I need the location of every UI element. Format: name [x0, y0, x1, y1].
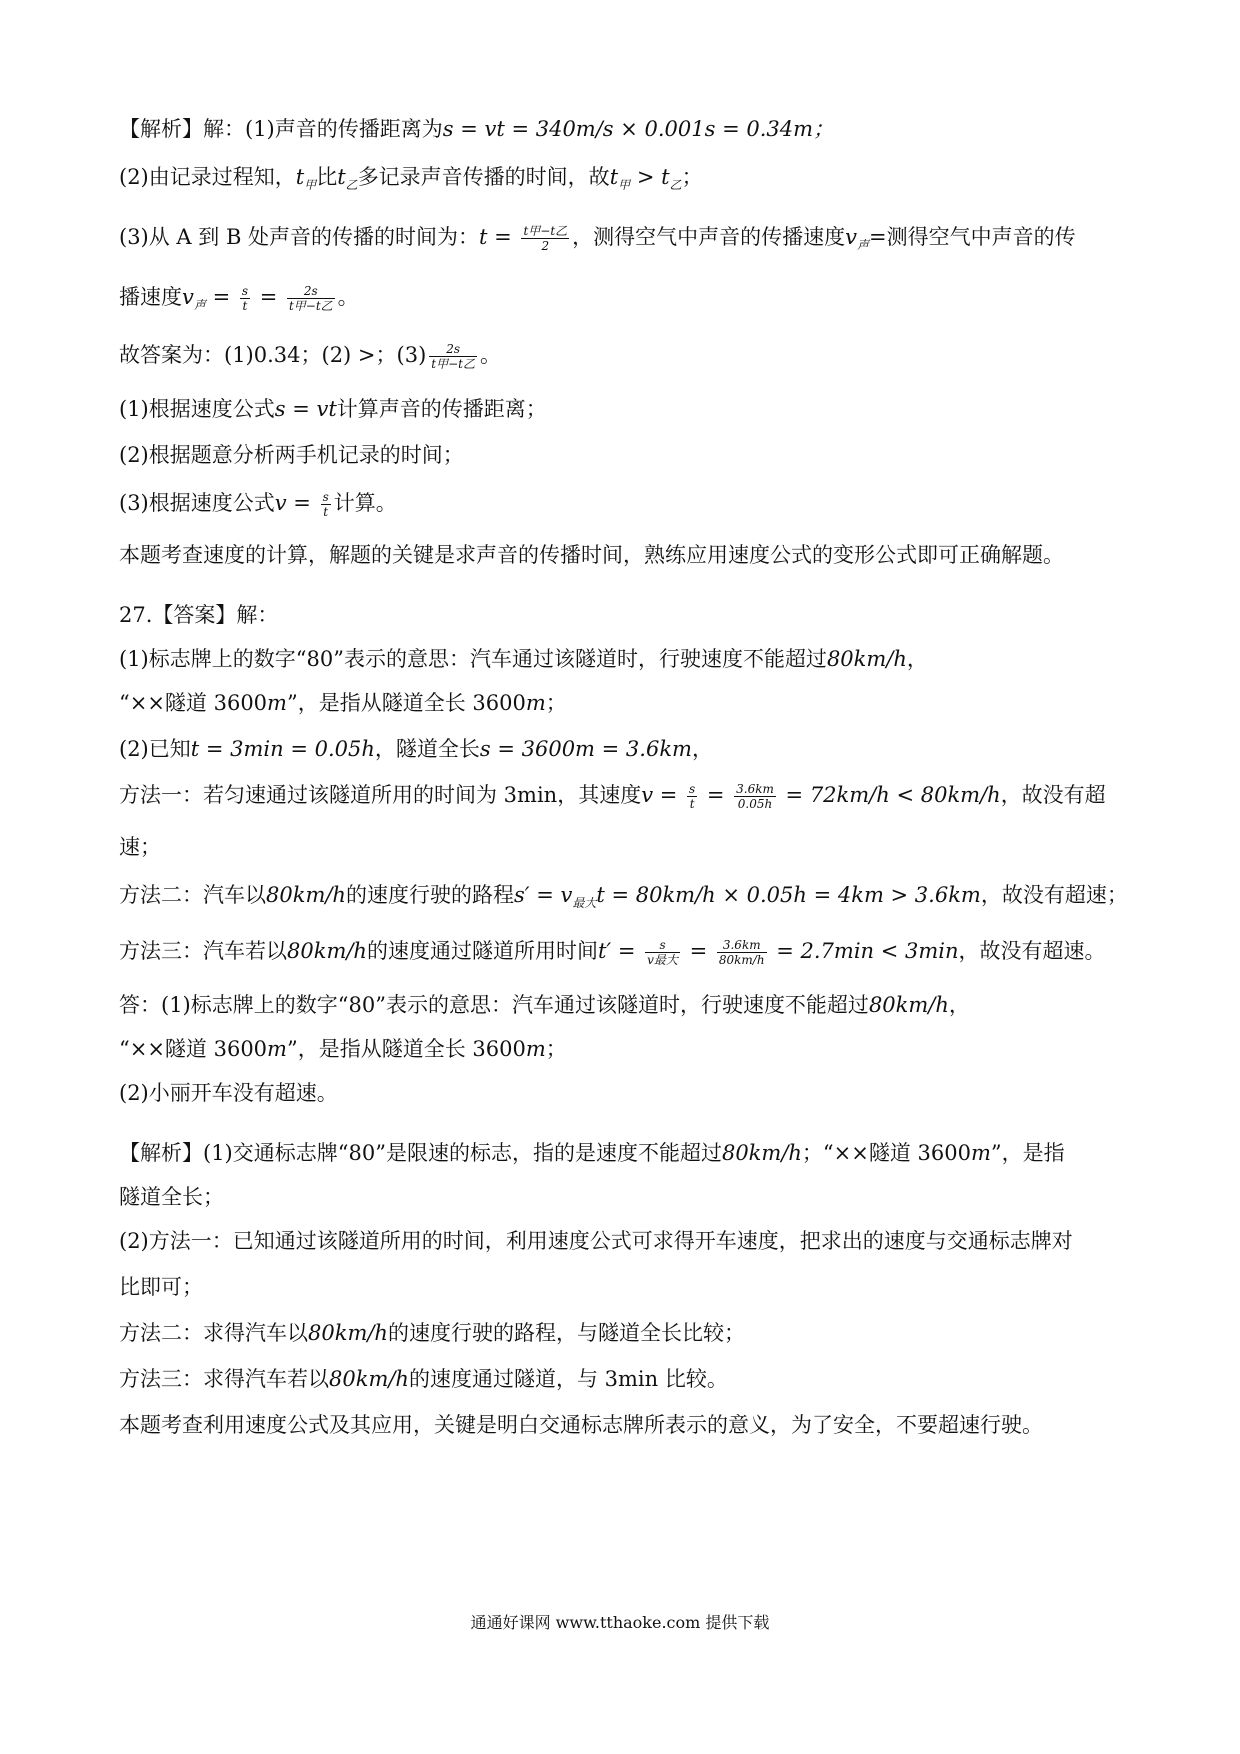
- text: 方法二：求得汽车以: [119, 1321, 308, 1345]
- summary-line: [119, 540, 1180, 570]
- denominator: 80km/h: [718, 953, 765, 967]
- q27-analysis-1: [119, 1138, 1180, 1168]
- formula: s = vt: [274, 397, 337, 421]
- text: 【解析】(1)交通标志牌“80”是限速的标志，指的是速度不能超过: [119, 1141, 722, 1165]
- var: m: [525, 691, 546, 715]
- text: ，: [948, 993, 970, 1017]
- text: 本题考查速度的计算，解题的关键是求声音的传播时间，熟练应用速度公式的变形公式即可正确解题。: [119, 543, 1064, 567]
- method-line-2: [119, 440, 1180, 470]
- text: 的速度通过隧道所用时间: [366, 939, 598, 963]
- numerator: t甲−t乙: [523, 224, 568, 238]
- analysis-line-3: [119, 222, 1180, 260]
- text: 的速度行驶的路程: [345, 883, 514, 907]
- numerator: s: [645, 938, 680, 953]
- var: m: [267, 1037, 287, 1061]
- formula: 80km/h: [287, 939, 367, 963]
- q27-answer-2: [119, 1034, 1180, 1064]
- denominator: t甲−t乙: [431, 357, 475, 371]
- text: (1)根据速度公式: [119, 397, 275, 421]
- var: t: [609, 165, 619, 189]
- text: 速；: [119, 835, 161, 859]
- text: “××隧道 3600: [119, 1037, 268, 1061]
- denominator: t甲−t乙: [288, 299, 333, 313]
- formula: t =: [479, 225, 519, 249]
- sub: 甲: [304, 178, 317, 192]
- op: >: [630, 165, 662, 189]
- formula: s = 3600m = 3.6km: [479, 737, 692, 761]
- q27-answer-1: [119, 990, 1180, 1020]
- text: (1)标志牌上的数字“80”表示的意思：汽车通过该隧道时，行驶速度不能超过: [119, 647, 827, 671]
- text: ，故没有超速。: [958, 939, 1106, 963]
- var: v: [182, 285, 194, 309]
- op: =: [253, 285, 284, 309]
- text: 比: [316, 165, 338, 189]
- text: (2)根据题意分析两手机记录的时间；: [119, 443, 464, 467]
- q27-analysis-2: [119, 1226, 1180, 1256]
- formula: 80km/h: [721, 1141, 802, 1165]
- text: ，故没有超速；: [980, 883, 1128, 907]
- text: ，: [906, 647, 928, 671]
- q27-method-3: [119, 936, 1180, 967]
- var: t: [295, 165, 305, 189]
- var: v: [647, 953, 654, 967]
- formula: t′ =: [597, 939, 643, 963]
- var: t: [337, 165, 346, 189]
- text: 的速度行驶的路程，与隧道全长比较；: [387, 1321, 745, 1345]
- q27-line-2: [119, 688, 1180, 718]
- text: ；: [681, 165, 703, 189]
- op: =: [700, 783, 732, 807]
- q27-analysis-2-cont: [119, 1272, 1180, 1302]
- var: t: [661, 165, 670, 189]
- text: 。: [337, 285, 359, 309]
- text: =测得空气中声音的传: [869, 225, 1076, 249]
- text: ；“××隧道 3600: [801, 1141, 971, 1165]
- text: (3)从 A 到 B 处声音的传播的时间为：: [119, 225, 480, 249]
- page-footer: 通通好课网 www.tthaoke.com 提供下载: [470, 1613, 770, 1632]
- analysis-line-2: [119, 162, 1180, 200]
- q27-analysis-3: [119, 1318, 1180, 1348]
- formula: = 2.7min < 3min: [769, 939, 959, 963]
- analysis-line-1: [119, 114, 1180, 144]
- text: 。: [479, 343, 501, 367]
- text: ，故没有超: [1000, 783, 1106, 807]
- fraction: [287, 284, 335, 313]
- sub: 最大: [572, 896, 597, 910]
- op: =: [682, 939, 714, 963]
- text: 本题考查利用速度公式及其应用，关键是明白交通标志牌所表示的意义，为了安全，不要超速行驶。: [119, 1413, 1043, 1437]
- var: m: [970, 1141, 991, 1165]
- formula: s = vt = 340m/s × 0.001s = 0.34m；: [442, 117, 835, 141]
- text: 的速度通过隧道，与 3min 比较。: [408, 1367, 728, 1391]
- q27-method-2: [119, 880, 1180, 918]
- text: ；: [545, 1037, 567, 1061]
- numerator: 3.6km: [717, 938, 767, 953]
- text: 方法三：汽车若以: [119, 939, 287, 963]
- numerator: 2s: [429, 342, 477, 357]
- fraction: [734, 782, 776, 811]
- text: 多记录声音传播的时间，故: [357, 165, 610, 189]
- text: ”，是指从隧道全长 3600: [286, 691, 526, 715]
- question-27-heading: [119, 600, 1180, 630]
- formula: 80km/h: [329, 1367, 409, 1391]
- denominator: [645, 953, 680, 967]
- denominator: t: [323, 505, 329, 519]
- fraction: [687, 782, 697, 811]
- denominator: t: [242, 299, 248, 313]
- text: (2)已知: [119, 737, 191, 761]
- sub: 最大: [653, 953, 678, 967]
- sub: 乙: [669, 178, 682, 192]
- var: v: [845, 225, 858, 249]
- analysis-line-4: [119, 282, 1180, 320]
- sub: 乙: [345, 178, 358, 192]
- formula: t = 3min = 0.05h: [190, 737, 375, 761]
- denominator: 2: [541, 239, 550, 253]
- text: 隧道全长；: [119, 1185, 224, 1209]
- text: 计算。: [333, 491, 397, 515]
- var: m: [267, 691, 287, 715]
- q27-method-1-cont: [119, 832, 1180, 862]
- formula: s′ = v: [513, 883, 573, 907]
- text: 比即可；: [119, 1275, 203, 1299]
- text: (2)小丽开车没有超速。: [119, 1081, 338, 1105]
- text: 答：(1)标志牌上的数字“80”表示的意思：汽车通过该隧道时，行驶速度不能超过: [119, 993, 869, 1017]
- formula: 80km/h: [826, 647, 907, 671]
- sub: 声: [857, 238, 870, 252]
- fraction: [645, 938, 680, 967]
- method-line-1: [119, 394, 1180, 424]
- text: ”，是指从隧道全长 3600: [286, 1037, 526, 1061]
- formula: = 72km/h < 80km/h: [778, 783, 1001, 807]
- formula: 80km/h: [308, 1321, 388, 1345]
- text: ；: [545, 691, 567, 715]
- q27-method-1: [119, 780, 1180, 811]
- numerator: s: [241, 284, 249, 298]
- text: 播速度: [119, 285, 182, 309]
- answer-summary: [119, 340, 1180, 371]
- denominator: 0.05h: [737, 797, 773, 811]
- sub: 甲: [618, 178, 631, 192]
- var: m: [525, 1037, 546, 1061]
- formula: v =: [274, 491, 318, 515]
- numerator: s: [322, 490, 329, 504]
- text: ，隧道全长: [374, 737, 480, 761]
- fraction: [321, 490, 331, 519]
- text: 计算声音的传播距离；: [336, 397, 547, 421]
- q27-answer-3: [119, 1078, 1180, 1108]
- text: 故答案为：(1)0.34；(2) >；(3): [119, 343, 427, 367]
- numerator: 2s: [287, 284, 335, 299]
- formula: t = 80km/h × 0.05h = 4km > 3.6km: [596, 883, 981, 907]
- denominator: t: [689, 797, 695, 811]
- formula: 80km/h: [868, 993, 949, 1017]
- text: “××隧道 3600: [119, 691, 268, 715]
- formula: 80km/h: [266, 883, 346, 907]
- fraction: [521, 224, 569, 253]
- text: (3)根据速度公式: [119, 491, 275, 515]
- text: ，: [691, 737, 713, 761]
- numerator: 3.6km: [736, 782, 774, 796]
- q27-analysis-4: [119, 1364, 1180, 1394]
- fraction: [429, 342, 477, 371]
- q27-line-3: [119, 734, 1180, 764]
- method-line-3: [119, 488, 1180, 519]
- text: (2)由记录过程知，: [119, 165, 296, 189]
- sub: 声: [193, 298, 206, 312]
- text: ”，是指: [990, 1141, 1065, 1165]
- fraction: [717, 938, 767, 967]
- formula: v =: [641, 783, 685, 807]
- op: =: [205, 285, 237, 309]
- text: 方法三：求得汽车若以: [119, 1367, 329, 1391]
- q27-summary: [119, 1410, 1180, 1440]
- text: (2)方法一：已知通过该隧道所用的时间，利用速度公式可求得开车速度，把求出的速度与交通标志牌对: [119, 1229, 1073, 1253]
- text: 方法一：若匀速通过该隧道所用的时间为 3min，其速度: [119, 783, 642, 807]
- text: ，测得空气中声音的传播速度: [572, 225, 846, 249]
- q27-analysis-1-cont: [119, 1182, 1180, 1212]
- text: 方法二：汽车以: [119, 883, 266, 907]
- numerator: s: [689, 782, 696, 796]
- text: 【解析】解：(1)声音的传播距离为: [119, 117, 443, 141]
- q27-line-1: [119, 644, 1180, 674]
- text: 27.【答案】解：: [119, 603, 279, 627]
- fraction: [240, 284, 250, 313]
